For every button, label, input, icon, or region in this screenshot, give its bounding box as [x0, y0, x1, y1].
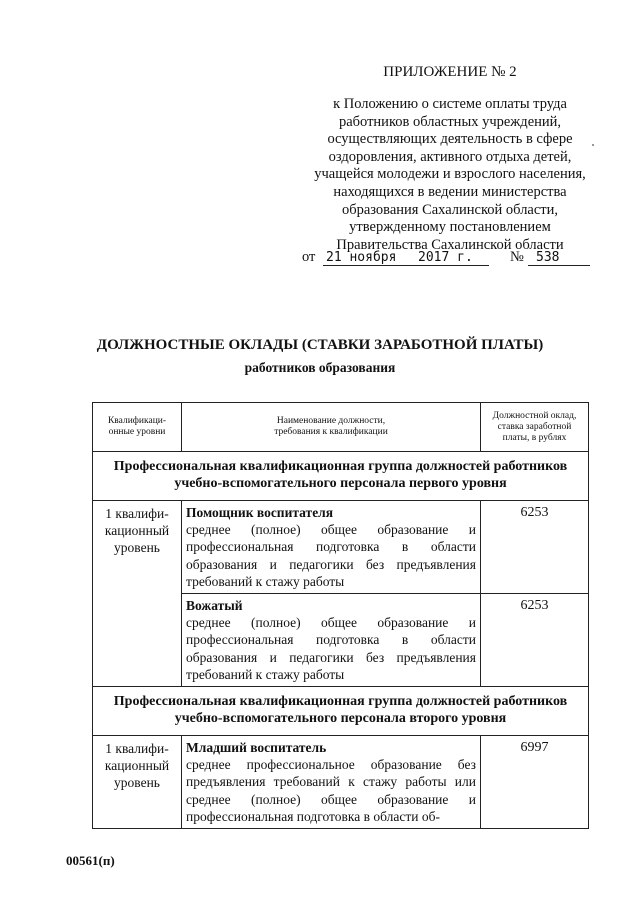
position-cell [182, 736, 481, 829]
number-label: № [510, 249, 524, 265]
appendix-line: учащейся молодежи и взрослого населения, [314, 166, 586, 183]
salary-table [92, 402, 589, 829]
appendix-line: утвержденному постановлением [349, 219, 551, 236]
qualification-level: 1 квалифи- кационный уровень [93, 501, 182, 687]
table-row [93, 501, 589, 594]
header-position-name: Наименование должности, требования к квалификации [182, 403, 481, 452]
appendix-line: Правительства Сахалинской области [336, 236, 564, 253]
salary-value: 6253 [481, 594, 589, 687]
position-cell [182, 501, 481, 594]
position-name: Помощник воспитателя [186, 505, 334, 520]
group-title: Профессиональная квалификационная группа должностей работников учебно-вспомогательного персонала первого уровня [93, 452, 589, 501]
salary-value: 6997 [481, 736, 589, 829]
resolution-date: 21 ноября [326, 250, 397, 265]
salary-value: 6253 [481, 501, 589, 594]
resolution-year: 2017 г. [418, 250, 473, 265]
date-underline [323, 265, 489, 266]
position-requirements: среднее (полное) общее образование и профессиональная подготовка в области образования и педагогики без предъявления требований к стажу работы [186, 615, 476, 682]
number-underline [528, 265, 590, 266]
group-title: Профессиональная квалификационная группа должностей работников учебно-вспомогательного персонала второго уровня [93, 687, 589, 736]
resolution-number: 538 [536, 250, 560, 265]
table-row [93, 736, 589, 829]
page-subtitle: работников образования [244, 360, 396, 375]
appendix-line: образования Сахалинской области, [341, 201, 559, 218]
position-cell [182, 594, 481, 687]
appendix-reference [300, 96, 600, 254]
appendix-line: находящихся в ведении министерства [333, 183, 567, 200]
position-requirements: среднее профессиональное образование без предъявления требований к стажу работы или среднее (полное) общее образование и профессиональная подготовка в области об- [186, 757, 476, 824]
group-row [93, 687, 589, 736]
appendix-line: к Положению о системе оплаты труда [333, 96, 567, 112]
table-header-row [93, 403, 589, 452]
qualification-level: 1 квалифи- кационный уровень [93, 736, 182, 829]
from-label: от [302, 249, 316, 265]
appendix-title: ПРИЛОЖЕНИЕ № 2 [383, 64, 517, 80]
position-name: Вожатый [186, 598, 243, 614]
position-requirements: среднее (полное) общее образование и профессиональная подготовка в области образования и педагогики без предъявления требований к стажу работы [186, 522, 476, 589]
header-salary: Должностной оклад, ставка заработной платы, в рублях [481, 403, 589, 452]
appendix-line: работников областных учреждений, [338, 113, 562, 130]
page-title: ДОЛЖНОСТНЫЕ ОКЛАДЫ (СТАВКИ ЗАРАБОТНОЙ ПЛАТЫ) [96, 337, 544, 353]
appendix-line: оздоровления, активного отдыха детей, [328, 148, 572, 165]
appendix-line: осуществляющих деятельность в сфере [327, 131, 573, 148]
group-row [93, 452, 589, 501]
resolution-signature-line [300, 247, 600, 267]
header-qualification-level: Квалификаци- онные уровни [93, 403, 182, 452]
document-code: 00561(п) [66, 853, 115, 868]
position-name: Младший воспитатель [186, 740, 327, 756]
scan-speck [592, 144, 594, 146]
